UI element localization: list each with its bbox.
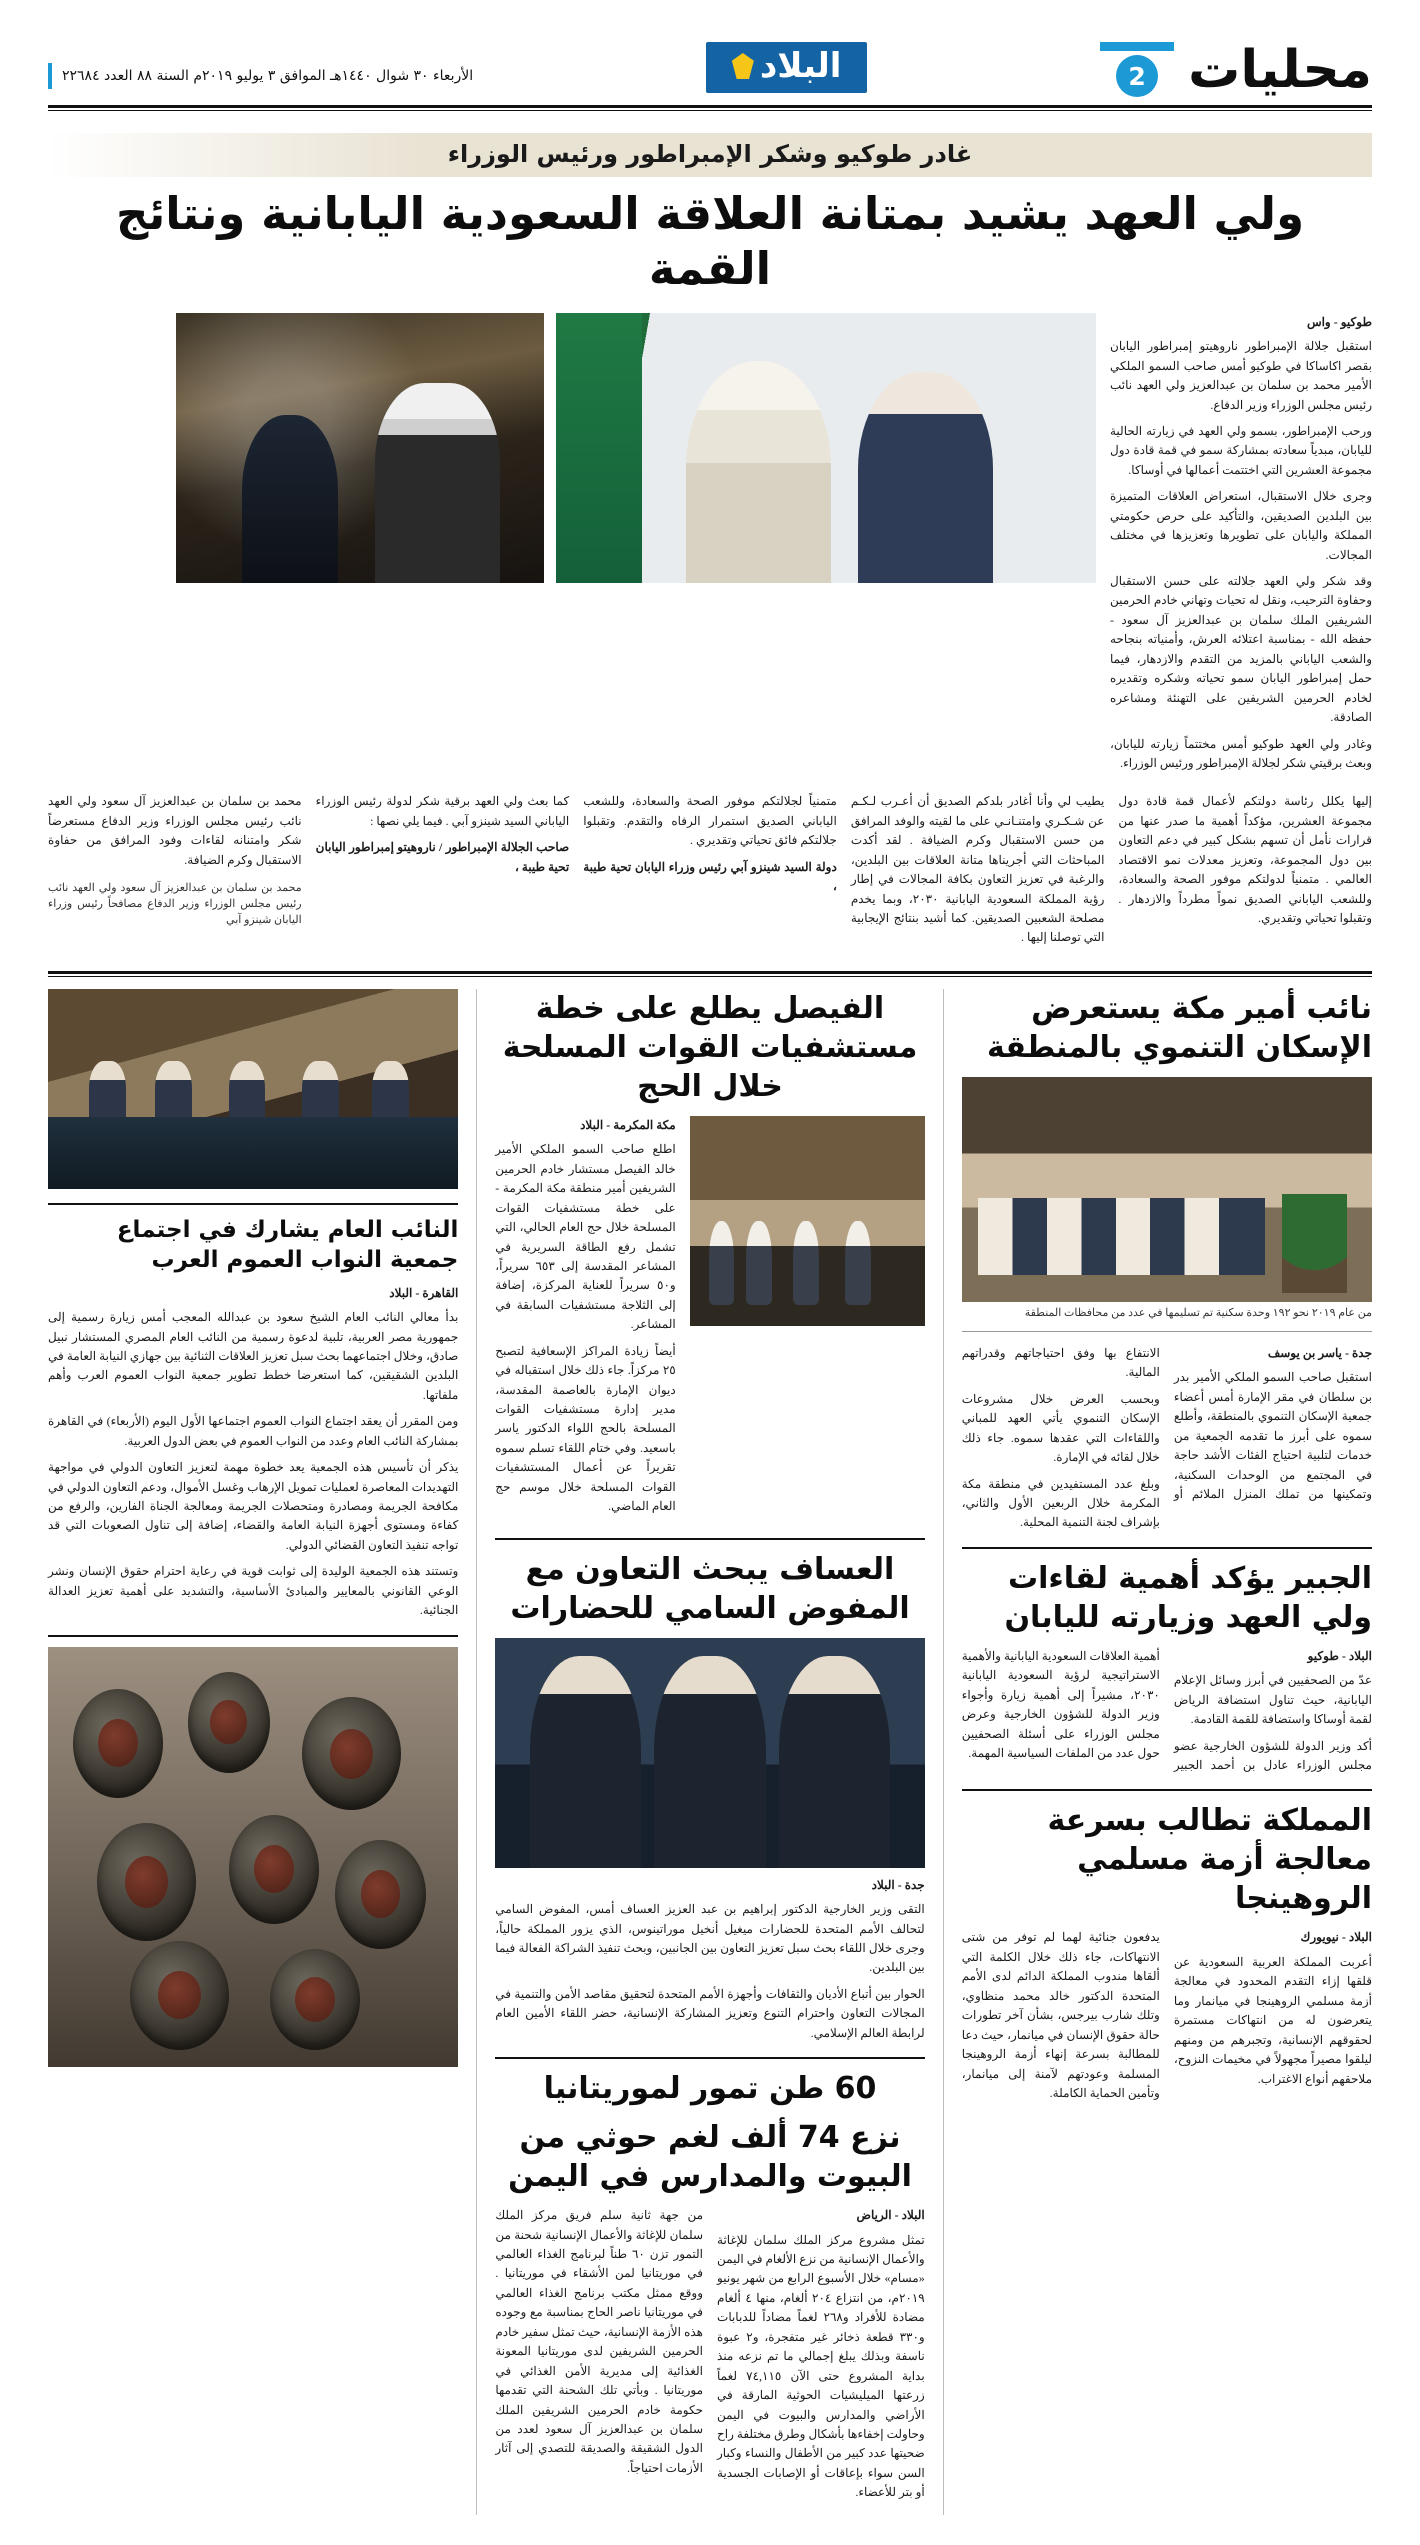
section-rule-thin bbox=[48, 976, 1372, 977]
story-headline: الفيصل يطلع على خطة مستشفيات القوات المسلحة خلال الحج bbox=[502, 990, 918, 1104]
lead-paragraph: ورحب الإمبراطور، بسمو ولي العهد في زيارته الحالية لليابان، مبدياً سعادته بمشاركة سمو في قمة قادة دول مجموعة العشرين التي اختتمت أعمالها في أوساكا. bbox=[1110, 423, 1372, 477]
story-dateline: مكة المكرمة - البلاد bbox=[580, 1117, 676, 1132]
story-paragraph: استقبل صاحب السمو الملكي الأمير بدر بن سلطان في مقر الإمارة أمس أعضاء جمعية الإسكان التنموي بالمنطقة، وأطلع سموه على أبرز ما تقدمه الجمعية من خدمات لتلبية احتياج الفئات الأشد حاجة في المجتمع من الوحدات السكنية، وتمكينها من تملك المنزل الملائم أو الانتفاع بها وفق احتياجاتهم وقدراتهم المالية. bbox=[961, 1345, 1372, 1501]
logo-area bbox=[706, 42, 868, 97]
story-paragraph: وبحسب العرض خلال مشروعات الإسكان التنموي يأتي العهد للمباني واللقاءات التي عقدها سموه. جاء ذلك خلال لقائه في الإمارة. bbox=[961, 1391, 1160, 1465]
logo-text: البلاد bbox=[759, 46, 842, 86]
story-body bbox=[495, 2206, 924, 2503]
date-accent-rule bbox=[48, 63, 52, 89]
photo-caption: من عام ٢٠١٩ نحو ١٩٢ وحدة سكنية تم تسليمها في عدد من محافظات المنطقة bbox=[1024, 1306, 1372, 1319]
story-paragraph: أكد وزير الدولة للشؤون الخارجية عضو مجلس الوزراء عادل بن أحمد الجبير أهمية العلاقات السعودية اليابانية والأهمية الاستراتيجية لرؤية السعودية اليابانية ٢٠٣٠، مشيراً إلى أهمية زيارة وأجواء وزير الدولة للشؤون الخارجية وعرض مجلس الوزراء على أسئلة الصحفيين حول عدد من الملفات السياسية المهمة. bbox=[961, 1648, 1372, 1773]
lead-photo-left-wrap bbox=[176, 313, 544, 583]
divider bbox=[962, 1331, 1372, 1332]
page-title: محليات bbox=[1188, 39, 1372, 100]
story-dateline: البلاد - نيويورك bbox=[1300, 1930, 1372, 1945]
story-dateline: البلاد - طوكيو bbox=[1307, 1648, 1372, 1663]
lead-paragraph: وغادر ولي العهد طوكيو أمس مختتماً زيارته لليابان، وبعث برقيتي شكر لجلالة الإمبراطور ورئيس الوزراء. bbox=[1110, 736, 1372, 770]
lead-under-text: كما بعث ولي العهد برقية شكر لدولة رئيس الوزراء الياباني السيد شينزو آبي . فيما يلي نصها : bbox=[315, 794, 570, 828]
masthead bbox=[48, 39, 1372, 103]
lead-paragraph: استقبل جلالة الإمبراطور ناروهيتو إمبراطور اليابان بقصر اكاساكا في طوكيو أمس صاحب السمو الملكي الأمير محمد بن سلمان بن عبدالعزيز ولي العهد نائب رئيس مجلس الوزراء وزير الدفاع. bbox=[1110, 339, 1372, 412]
lead-under-col bbox=[316, 792, 570, 955]
landmine bbox=[188, 1672, 270, 1773]
story-makkah-housing bbox=[962, 989, 1372, 1533]
lead-photo-handshake bbox=[556, 313, 1096, 583]
mines-headline-2: نزع 74 ألف لغم حوثي من البيوت والمدارس في اليمن bbox=[508, 2120, 912, 2195]
story-paragraph: أيضاً زيادة المراكز الإسعافية لتصبح ٢٥ مركزاً. جاء ذلك خلال استقباله في ديوان الإمارة بالعاصمة المقدسة، مدير إدارة مستشفيات القوات المسلحة بالحج اللواء الدكتور ياسر باسعيد. وفي ختام اللقاء تسلم سموه تقريراً عن أعمال المستشفيات القوات المسلحة خلال موسم حج العام الماضي. bbox=[495, 1343, 676, 1514]
divider bbox=[48, 1635, 458, 1637]
lead-photo-caption: محمد بن سلمان بن عبدالعزيز آل سعود ولي العهد نائب رئيس مجلس الوزراء وزير الدفاع مصافحاً رئيس وزراء اليابان شينزو آبي bbox=[48, 882, 302, 927]
landmine bbox=[335, 1840, 425, 1949]
story-headline: نائب أمير مكة يستعرض الإسكان التنموي بالمنطقة bbox=[987, 990, 1372, 1065]
lead-under-col bbox=[48, 792, 302, 955]
story-body bbox=[495, 1876, 924, 2044]
lead-paragraph: وجرى خلال الاستقبال، استعراض العلاقات المتميزة بين البلدين الصديقين، والتأكيد على حرص حكومتي المملكة واليابان على تطويرها وتعزيزها في مختلف المجالات. bbox=[1110, 489, 1372, 562]
story-paragraph: يدفعون جنائية لهما لم توفر من شتى الانتهاكات، جاء ذلك خلال الكلمة التي ألقاها مندوب المملكة الدائم لدى الأمم المتحدة الدكتور خالد محمد منظاوي، وتلك شارب بيرجس، بشأن آخر تطورات حالة حقوق الإنسان في ميانمار، حيث دعا للمطالبة بسرعة إنهاء أزمة الروهينجا المسلمة وعودتهم لآمنة إلى ميانمار، وتأمين الحماية الكاملة. bbox=[961, 1930, 1160, 2100]
figure-crown-prince bbox=[686, 361, 832, 582]
photo-person bbox=[746, 1221, 772, 1305]
landmine bbox=[97, 1823, 195, 1941]
story-body bbox=[962, 1647, 1372, 1776]
story-jubeir-japan bbox=[962, 1559, 1372, 1776]
story-mines-headline-block bbox=[495, 2069, 924, 2503]
lead-kicker: غادر طوكيو وشكر الإمبراطور ورئيس الوزراء bbox=[447, 140, 973, 168]
photo-faisal-block bbox=[48, 989, 458, 1189]
page-number: 2 bbox=[1116, 55, 1158, 97]
story-paragraph: الحوار بين أتباع الأديان والثقافات وأجهزة الأمم المتحدة لتحقيق مقاصد الأمن والتنمية في المجالات التعاون واحترام التنوع وتعزيز المشاركة الإنسانية، حضر اللقاء الأمين العام لرابطة العالم الإسلامي. bbox=[495, 1986, 925, 2040]
story-headline: العساف يبحث التعاون مع المفوض السامي للحضارات bbox=[510, 1551, 910, 1626]
landmine bbox=[130, 1941, 228, 2050]
story-assaf-commissioner bbox=[495, 1550, 924, 2044]
column-right bbox=[962, 989, 1372, 2515]
lead-under-text: إليها يكلل رئاسة دولتكم لأعمال قمة قادة دول مجموعة العشرين، مؤكداً أهمية ما صدر عنها من قرارات نأمل أن تسهم بشكل كبير في دعم التعاون بين دول المجموعة، وتعزيز معدلات نمو الاقتصاد العالمي . متمنياً لدولتكم موفور الصحة والسعادة، وللشعب الياباني الصديق نمواً مطرداً والازدهار . وتقبلوا تحياتي وتقديري. bbox=[1118, 794, 1372, 926]
lead-photo-emperor bbox=[176, 313, 544, 583]
page-number-badge bbox=[1100, 42, 1174, 97]
lead-photo-right-wrap bbox=[556, 313, 1096, 583]
story-body bbox=[962, 1928, 1372, 2103]
photo-person bbox=[779, 1656, 891, 1868]
photo-faisal-majlis bbox=[690, 1116, 925, 1326]
story-dateline: البلاد - الرياض bbox=[856, 2208, 925, 2223]
lead-under-text: محمد بن سلمان بن عبدالعزيز آل سعود ولي العهد نائب رئيس مجلس الوزراء وزير الدفاع مستعرضاً شكر وامتنانه لقاءات وفود المرافق من حفاوة الاستقبال وكرم الضيافة. bbox=[48, 794, 302, 867]
photo-wrap bbox=[690, 1116, 925, 1524]
lead-under-col bbox=[851, 792, 1105, 955]
photo-person bbox=[845, 1221, 871, 1305]
issue-date: الأربعاء ٣٠ شوال ١٤٤٠هـ الموافق ٣ يوليو ٢٠١٩م السنة ٨٨ العدد ٢٢٦٨٤ bbox=[62, 68, 474, 84]
story-paragraph: ومن المقرر أن يعقد اجتماع النواب العموم اجتماعها الأول اليوم (الأربعاء) في القاهرة بمشاركة النائب العام وعدد من النواب العموم في بعض الدول العربية. bbox=[48, 1414, 459, 1448]
divider bbox=[495, 2057, 924, 2059]
divider bbox=[48, 1203, 458, 1205]
section-rule-thick bbox=[48, 971, 1372, 974]
story-headline: المملكة تطالب بسرعة معالجة أزمة مسلمي الروهينجا bbox=[1047, 1803, 1372, 1917]
story-headline: الجبير يؤكد أهمية لقاءات ولي العهد وزيارته لليابان bbox=[1004, 1560, 1372, 1635]
column-divider bbox=[943, 989, 944, 2515]
story-dateline: جدة - البلاد bbox=[871, 1877, 925, 1892]
story-body bbox=[495, 1116, 675, 1524]
story-faisal-hospitals bbox=[495, 989, 924, 1524]
lead-kicker-bar bbox=[48, 133, 1372, 177]
divider bbox=[495, 1538, 924, 1540]
mines-headline-1: 60 طن تمور لموريتانيا bbox=[543, 2071, 877, 2107]
lead-paragraph: وقد شكر ولي العهد جلالته على حسن الاستقبال وحفاوة الترحيب، ونقل له تحيات وتهاني خادم الحرمين الشريفين الملك سلمان بن عبدالعزيز آل سعود - حفظه الله - بمناسبة اعتلائه العرش، وأمنياته بنجاحه والشعب الياباني بالمزيد من التقدم والازدهار، فيما حمل إمبراطور اليابان سمو تحياته وشكره وتقديره لخادم الحرمين الشريفين على التهنئة ومشاعره الصادقة. bbox=[1110, 574, 1372, 725]
story-paragraph: من جهة ثانية سلم فريق مركز الملك سلمان للإغاثة والأعمال الإنسانية شحنة من التمور تزن ٦٠ طناً لبرنامج الغذاء العالمي في موريتانيا لمن الأشقاء في موريتانيا . ووقع ممثل مكتب برنامج الغذاء العالمي في موريتانيا ناصر الحاج بمناسبة مع وجوده هذه الأزمة الإنسانية، حيث تمثل سفير خادم الحرمين الشريفين لدى موريتانيا المعونة الغذائية إلى مديرية الأمن الغذائي في موريتانيا . وبأتي تلك الشحنة التي تقدمها حكومة خادم الحرمين الشريفين الملك سلمان بن عبدالعزيز آل سعود لعدد من الدول الشقيقة والصديقة للتصدي إلى آثار الأزمات احتياجاً. bbox=[495, 2208, 704, 2475]
lead-quote-block: صاحب الجلالة الإمبراطور / ناروهيتو إمبراطور اليابان تحية طيبة ، bbox=[315, 840, 570, 874]
masthead-section-area bbox=[1100, 39, 1372, 100]
story-split bbox=[495, 1116, 924, 1524]
lead-text-column bbox=[1110, 313, 1372, 781]
lead-under-col bbox=[1118, 792, 1372, 955]
photo-housing-meeting bbox=[962, 1077, 1372, 1302]
photo-person bbox=[793, 1221, 819, 1305]
story-body bbox=[48, 1284, 458, 1621]
lead-dateline: طوكيو - واس bbox=[1306, 314, 1372, 329]
story-paragraph: وتستند هذه الجمعية الوليدة إلى ثوابت قوية في رعاية احترام حقوق الإنسان ونشر الوعي القانوني بالمعايير والمبادئ الأساسية، والتشديد على أهمية تعزيز العدالة الجنائية. bbox=[48, 1564, 459, 1618]
story-body bbox=[962, 1344, 1372, 1533]
lead-undercolumns bbox=[48, 792, 1372, 955]
photo-person bbox=[709, 1221, 735, 1305]
saudi-flag-backdrop bbox=[556, 313, 642, 583]
story-paragraph: وبلغ عدد المستفيدين في منطقة مكة المكرمة خلال الربعين الأول والثاني، بإشراف لجنة التنمية المحلية. bbox=[961, 1476, 1160, 1530]
story-deputy-arab-parliament bbox=[48, 1215, 458, 1621]
lead-grid bbox=[48, 313, 1372, 781]
date-area bbox=[48, 63, 473, 97]
figure-prime-minister bbox=[858, 372, 993, 583]
column-divider bbox=[476, 989, 477, 2515]
middle-section bbox=[48, 989, 1372, 2515]
landmine bbox=[302, 1697, 400, 1810]
story-paragraph: يذكر أن تأسيس هذه الجمعية يعد خطوة مهمة لتعزيز التعاون الدولي في مواجهة التهديدات المعاصرة لعمليات تمويل الإرهاب وغسل الأموال، ودعم التعاون الدولي في مكافحة الجريمة ومصادرة ومتحصلات الجريمة ومعالجة الجناة الفارين، والرفع من كفاءة ومستوى أجهزة النيابة العامة والقضاء، إضافة إلى تناول الصعوبات التي قد تواجه تنفيذ التعاون القضائي الدولي. bbox=[48, 1460, 459, 1552]
newspaper-logo bbox=[706, 42, 868, 93]
lead-under-text: يطيب لي وأنا أغادر بلدكم الصديق أن أعـرب لـكـم عن شـكـري وامتنـانـي على ما لقيته والوفد المرافق من حسن الاستقبال وكرم الضيافة . لقد أكدت المباحثات التي أجريناها متانة العلاقات بين البلدين، والرغبة في تعزيز التعاون بكافة المجالات في إطار رؤية المملكة السعودية اليابانية ٢٠٣٠، وبما يخدم مصلحة الشعبين الصديقين. كما أشيد بنتائج الإيجابية التي توصلنا إليها . bbox=[850, 794, 1105, 945]
story-paragraph: اطلع صاحب السمو الملكي الأمير خالد الفيصل مستشار خادم الحرمين الشريفين أمير منطقة مكة المكرمة - على خطة مستشفيات القوات المسلحة خلال حج العام الحالي، التي تشمل رفع الطاقة السريرية في المشاعر المقدسة إلى ٦٥٣ سريراً، و٥٠ سريراً للعناية المركزة، إضافة إلى الثلاجة مستشفيات السابقة في المشاعر. bbox=[495, 1142, 676, 1332]
photo-assaf-meeting bbox=[495, 1638, 924, 1868]
story-paragraph: التقى وزير الخارجية الدكتور إبراهيم بن عبد العزيز العساف أمس، المفوض السامي لتحالف الأمم المتحدة للحضارات ميغيل أنخيل موراتينوس، الذي يزور المملكة حالياً، وجرى خلال اللقاء بحث سبل تعزيز التعاون بين الجانبين، وبحث تنفيذ الشراكة الفعالة فيما بين البلدين. bbox=[495, 1902, 925, 1975]
story-paragraph: أعربت المملكة العربية السعودية عن قلقها إزاء التقدم المحدود في معالجة أزمة مسلمي الروهينجا في ميانمار وما يتعرضون له من انتهاكات مستمرة لحقوقهم الإنسانية، وتجبرهم من ومنهم ليلقوا مصيراً مجهولاً في مخيمات النزوح، ملاحقهم أنواع الاغتراب. bbox=[1173, 1954, 1372, 2086]
column-left bbox=[48, 989, 458, 2515]
landmine bbox=[270, 1949, 360, 2050]
photo-landmines bbox=[48, 1647, 458, 2067]
story-paragraph: تمثل مشروع مركز الملك سلمان للإغاثة والأعمال الإنسانية من نزع الألغام في اليمن «مسام» خلال الأسبوع الرابع من شهر يونيو ٢٠١٩م، من انتزاع ٢٠٤ ألغام، منها ٤ ألغام مضادة للأفراد و٢٦٨ لغماً مضاداً للدبابات و٣٣٠ قطعة ذخائر غير متفجرة، و٢ عبوة ناسفة وبذلك يبلغ إجمالي ما تم نزعه منذ بداية المشروع حتى الآن ٧٤,١١٥ لغماً زرعتها الميليشيات الحوثية المارقة في الأراضي والمدارس والبيوت في اليمن وحاولت إخفاءها بأشكال وطرق مختلفة راح ضحيتها عدد كبير من الأطفال والنساء وكبار السن سواء بإعاقات أو الإصابات الجسدية أو بتر للأعضاء. bbox=[717, 2232, 925, 2500]
divider bbox=[962, 1789, 1372, 1791]
landmine bbox=[73, 1689, 163, 1798]
photo-person bbox=[530, 1656, 642, 1868]
story-dateline: القاهرة - البلاد bbox=[389, 1285, 459, 1300]
photo-attendees bbox=[978, 1198, 1265, 1275]
photo-person bbox=[654, 1656, 766, 1868]
photo-table bbox=[48, 1117, 458, 1189]
mines-photo-block bbox=[48, 1647, 458, 2067]
lead-photo-row bbox=[48, 313, 1096, 583]
masthead-rule-thin bbox=[48, 110, 1372, 111]
lead-under-text: متمنياً لجلالتكم موفور الصحة والسعادة، وللشعب الياباني الصديق استمرار الرفاه والتقدم. وتقبلوا جلالتكم فائق تحياتي وتقديري . bbox=[583, 794, 837, 848]
lead-under-col bbox=[583, 792, 837, 955]
column-middle bbox=[495, 989, 924, 2515]
story-paragraph: بدأ معالي النائب العام الشيخ سعود بن عبدالله المعجب أمس زيارة رسمية إلى جمهورية مصر العربية، تلبية لدعوة رسمية من النائب العام المصري المستشار نبيل صادق، وخلال اجتماعهما بحث سبل تعزيز العلاقات الثنائية بين جهازي النيابة العامة في البلدين الشقيقين، كما استعرضا خطط تطوير جمعية النواب العموم العرب وأهم ملفاتها. bbox=[48, 1310, 459, 1402]
lead-quote-block: دولة السيد شينزو آبي رئيس وزراء اليابان تحية طيبة ، bbox=[583, 859, 837, 894]
divider bbox=[962, 1547, 1372, 1549]
story-paragraph: عدّ من الصحفيين في أبرز وسائل الإعلام اليابانية، حيث تناول استضافة الرياض لقمة أوساكا واستضافة للقمة القادمة. bbox=[1173, 1673, 1372, 1727]
lead-headline: ولي العهد يشيد بمتانة العلاقة السعودية اليابانية ونتائج القمة bbox=[115, 187, 1305, 295]
story-rohingya bbox=[962, 1801, 1372, 2103]
photo-plant bbox=[1282, 1194, 1348, 1293]
story-headline: النائب العام يشارك في اجتماع جمعية النواب العموم العرب bbox=[116, 1216, 459, 1274]
crown-icon bbox=[732, 53, 754, 79]
badge-bar bbox=[1100, 42, 1174, 51]
photo-military-meeting bbox=[48, 989, 458, 1189]
masthead-rule-thick bbox=[48, 105, 1372, 108]
landmine bbox=[229, 1815, 319, 1924]
story-dateline: جدة - ياسر بن يوسف bbox=[1267, 1345, 1372, 1360]
